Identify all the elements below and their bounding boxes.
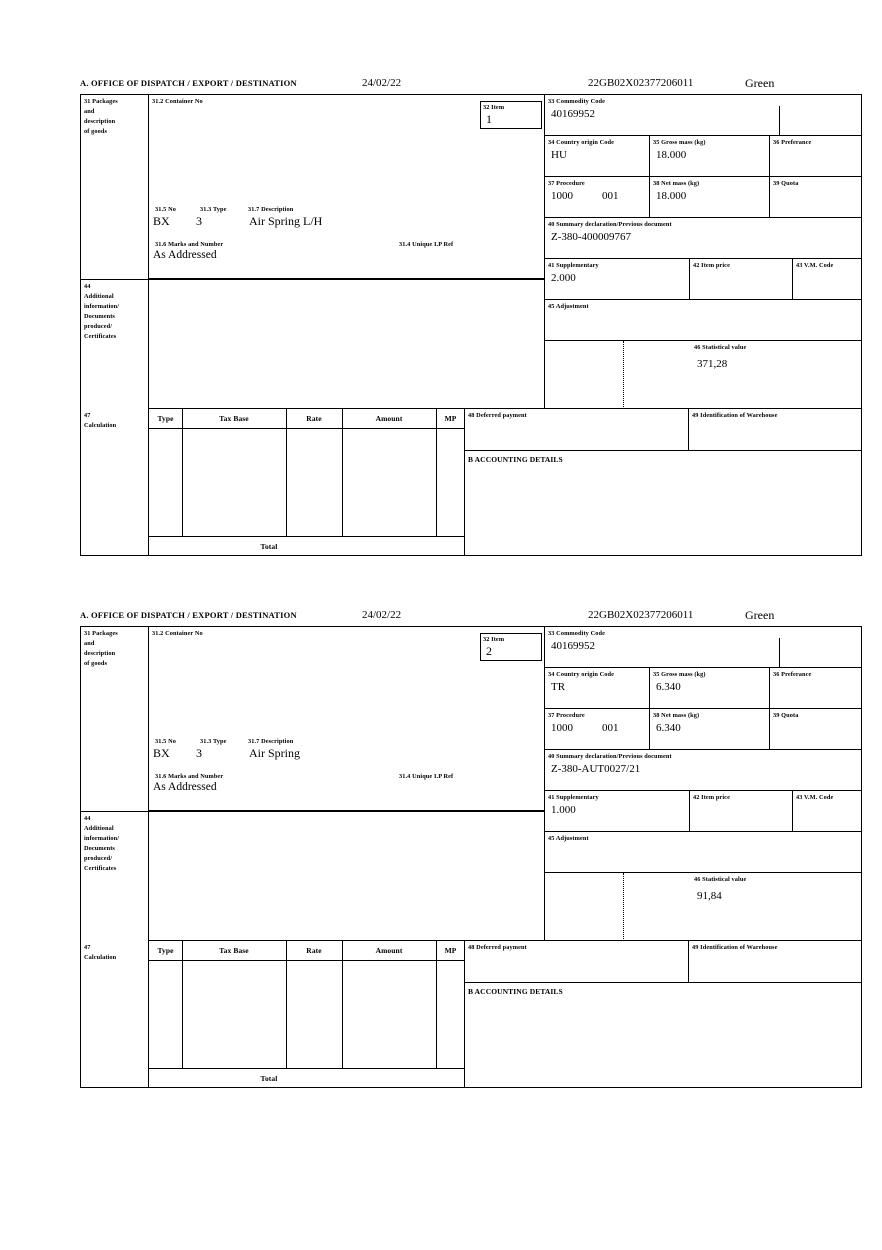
box-40-previous-document[interactable]: 40 Summary declaration/Previous document Z-380-400009767 [544,218,861,259]
box-37-procedure[interactable]: 37 Procedure 1000 001 [544,177,649,218]
box-45-adjustment[interactable]: 45 Adjustment [544,832,861,873]
box-35-gross-mass[interactable]: 35 Gross mass (kg) 6.340 [649,668,769,709]
adjustment-value [545,843,861,845]
country-origin-value: HU [551,149,567,161]
lane-status: Green [745,76,775,90]
calculation-rows[interactable] [149,428,464,536]
box-46-divider [623,873,624,941]
cell-type [149,960,182,1068]
goods-description-value: Air Spring L/H [249,214,323,228]
packages-type-value: 3 [196,746,202,760]
country-origin-value: TR [551,681,566,693]
cell-type [149,428,182,536]
additional-information-value [149,280,544,282]
quota-value [770,720,861,722]
box-46-statistical-value[interactable]: 46 Statistical value 371,28 [544,341,861,409]
cell-rate [287,960,341,1068]
customs-declaration-item-2 [80,610,862,1088]
cell-mp [437,960,465,1068]
block-header-1 [80,78,862,94]
item-number-value: 2 [486,644,492,658]
customs-declaration-item-1 [80,78,862,556]
movement-reference-number: 22GB02X02377206011 [588,609,694,621]
box-47-calculation-table[interactable] [148,409,464,556]
accounting-details-value [465,996,861,998]
col-mp-header: MP [444,414,457,423]
box-31-packages[interactable]: 31.2 Container No 31.5 No 31.3 Type 31.7 Description BX 3 Air Spring L/H 31.6 Marks and Number 31.4 Unique I.P Ref As Addressed [148,95,544,279]
office-of-dispatch-label: A. OFFICE OF DISPATCH / EXPORT / DESTINATION [80,78,297,88]
cell-amount [343,428,435,536]
packages-no-value: BX [153,214,170,228]
box-44-label: 44 Additional information/ Documents produced/ Certificates [81,279,148,409]
box-42-item-price[interactable]: 42 Item price [689,259,792,300]
previous-document-value: Z-380-AUT0027/21 [551,763,641,775]
statistical-value-value: 91,84 [697,890,722,902]
box-46-divider [623,341,624,409]
total-label: Total [260,542,278,551]
col-type-header: Type [157,946,174,955]
gross-mass-value: 6.340 [656,681,681,693]
accounting-details-value [465,464,861,466]
marks-and-number-value: As Addressed [153,781,217,793]
col-type-header: Type [157,414,174,423]
cell-taxbase [183,428,285,536]
box-33-commodity-code[interactable]: 33 Commodity Code 40169952 [544,95,861,136]
statistical-value-value: 371,28 [697,358,728,370]
deferred-payment-value [465,420,688,422]
cell-mp [437,428,465,536]
box-32-item[interactable]: 32 Item 1 [480,101,542,129]
box-49-warehouse[interactable]: 49 Identification of Warehouse [688,409,861,451]
box-32-item[interactable]: 32 Item 2 [480,633,542,661]
box-33-commodity-code[interactable]: 33 Commodity Code 40169952 [544,627,861,668]
box-41-supplementary[interactable]: 41 Supplementary 1.000 [544,791,689,832]
adjustment-value [545,311,861,313]
box-39-quota[interactable]: 39 Quota [769,177,861,218]
box-47-label: 47 Calculation [84,412,117,429]
box-38-net-mass[interactable]: 38 Net mass (kg) 6.340 [649,709,769,750]
item-price-value [690,802,792,804]
deferred-payment-value [465,952,688,954]
box-43-vm-code[interactable]: 43 V.M. Code [792,791,861,832]
box-42-item-price[interactable]: 42 Item price [689,791,792,832]
col-rate-header: Rate [306,414,322,423]
box-37-procedure[interactable]: 37 Procedure 1000 001 [544,709,649,750]
box-48-deferred-payment[interactable]: 48 Deferred payment [464,409,688,451]
col-amount-header: Amount [375,414,403,423]
box-36-preference[interactable]: 36 Preferance [769,136,861,177]
net-mass-value: 18.000 [656,190,687,202]
cell-amount [343,960,435,1068]
box-44-additional-information[interactable] [148,811,544,941]
goods-description-value: Air Spring [249,746,300,760]
additional-information-value [149,812,544,814]
supplementary-value: 2.000 [551,272,576,284]
vm-code-value [793,270,861,272]
box-31-packages[interactable]: 31.2 Container No 31.5 No 31.3 Type 31.7 Description BX 3 Air Spring 31.6 Marks and Number 31.4 Unique I.P Ref As Addressed [148,627,544,811]
box-41-supplementary[interactable]: 41 Supplementary 2.000 [544,259,689,300]
box-35-gross-mass[interactable]: 35 Gross mass (kg) 18.000 [649,136,769,177]
col-mp-header: MP [444,946,457,955]
box-44-label: 44 Additional information/ Documents produced/ Certificates [81,811,148,941]
col-taxbase-header: Tax Base [219,946,249,955]
procedure-1-value: 1000 [551,190,573,202]
box-45-adjustment[interactable]: 45 Adjustment [544,300,861,341]
box-39-quota[interactable]: 39 Quota [769,709,861,750]
box-34-country-origin[interactable]: 34 Country origin Code TR [544,668,649,709]
box-31-label: 31 Packages and description of goods [84,98,118,135]
preference-value [770,679,861,681]
box-44-additional-information[interactable] [148,279,544,409]
box-49-warehouse[interactable]: 49 Identification of Warehouse [688,941,861,983]
commodity-code-value: 40169952 [551,640,595,652]
item-price-value [690,270,792,272]
cell-taxbase [183,960,285,1068]
warehouse-identification-value [689,420,861,422]
packages-no-value: BX [153,746,170,760]
box-b-accounting-details[interactable]: B ACCOUNTING DETAILS [464,983,861,1088]
warehouse-identification-value [689,952,861,954]
declaration-date: 24/02/22 [362,609,402,621]
calculation-rows[interactable] [149,960,464,1068]
box-47-calculation-table[interactable] [148,941,464,1088]
vm-code-value [793,802,861,804]
col-amount-header: Amount [375,946,403,955]
procedure-2-value: 001 [602,190,619,202]
procedure-1-value: 1000 [551,722,573,734]
previous-document-value: Z-380-400009767 [551,231,632,243]
box-31-label: 31 Packages and description of goods [84,630,118,667]
total-label: Total [260,1074,278,1083]
box-47-label: 47 Calculation [84,944,117,961]
box-36-preference[interactable]: 36 Preferance [769,668,861,709]
cell-rate [287,428,341,536]
declaration-date: 24/02/22 [362,77,402,89]
declaration-grid-1 [80,94,862,556]
office-of-dispatch-label: A. OFFICE OF DISPATCH / EXPORT / DESTINATION [80,610,297,620]
block-header-2 [80,610,862,626]
declaration-grid-2 [80,626,862,1088]
lane-status: Green [745,608,775,622]
box-34-country-origin[interactable]: 34 Country origin Code HU [544,136,649,177]
gross-mass-value: 18.000 [656,149,687,161]
box-48-deferred-payment[interactable]: 48 Deferred payment [464,941,688,983]
marks-and-number-value: As Addressed [153,249,217,261]
box-40-previous-document[interactable]: 40 Summary declaration/Previous document Z-380-AUT0027/21 [544,750,861,791]
movement-reference-number: 22GB02X02377206011 [588,77,694,89]
commodity-code-value: 40169952 [551,108,595,120]
procedure-2-value: 001 [602,722,619,734]
supplementary-value: 1.000 [551,804,576,816]
box-38-net-mass[interactable]: 38 Net mass (kg) 18.000 [649,177,769,218]
net-mass-value: 6.340 [656,722,681,734]
quota-value [770,188,861,190]
box-43-vm-code[interactable]: 43 V.M. Code [792,259,861,300]
col-taxbase-header: Tax Base [219,414,249,423]
box-46-statistical-value[interactable]: 46 Statistical value 91,84 [544,873,861,941]
col-rate-header: Rate [306,946,322,955]
box-b-accounting-details[interactable]: B ACCOUNTING DETAILS [464,451,861,556]
preference-value [770,147,861,149]
item-number-value: 1 [486,112,492,126]
packages-type-value: 3 [196,214,202,228]
